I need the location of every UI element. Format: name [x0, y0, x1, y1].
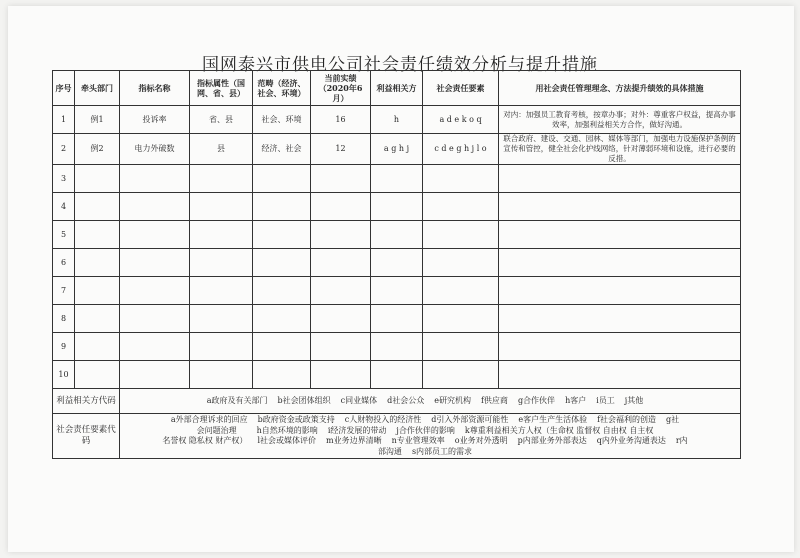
stakeholder-code: e研究机构 [434, 395, 471, 405]
element-code: d引入外部资源可能性 [431, 415, 509, 424]
column-header: 利益相关方 [371, 71, 423, 106]
cell-scope: 社会、环境 [253, 106, 311, 134]
table-row [53, 193, 741, 221]
cell-attr [190, 249, 253, 277]
cell-no: 4 [53, 193, 75, 221]
cell-no: 6 [53, 249, 75, 277]
element-code: m业务边界清晰 [326, 436, 382, 445]
cell-dept [75, 333, 120, 361]
cell-elements [423, 333, 499, 361]
column-header: 范畴（经济、社会、环境） [253, 71, 311, 106]
cell-stake [371, 221, 423, 249]
element-code-label: 社会责任要素代码 [53, 414, 120, 459]
cell-name [120, 361, 190, 389]
cell-elements [423, 193, 499, 221]
cell-value: 12 [311, 134, 371, 165]
cell-name [120, 305, 190, 333]
cell-measure: 对内：加强员工教育考核，按章办事；对外：尊重客户权益，提高办事效率，加强利益相关方合作，做好沟通。 [499, 106, 741, 134]
cell-value [311, 165, 371, 193]
cell-elements [423, 361, 499, 389]
cell-no: 10 [53, 361, 75, 389]
cell-value: 16 [311, 106, 371, 134]
cell-stake: h [371, 106, 423, 134]
element-code: c人财物投入的经济性 [344, 415, 422, 424]
element-code: p内部业务外部表达 [517, 436, 587, 445]
cell-scope [253, 221, 311, 249]
column-header: 指标属性（国网、省、县） [190, 71, 253, 106]
element-code: b政府资金或政策支持 [257, 415, 335, 424]
cell-name [120, 277, 190, 305]
cell-name: 电力外破数 [120, 134, 190, 165]
cell-attr [190, 333, 253, 361]
element-code: r内 [675, 436, 688, 445]
element-code-row [53, 414, 741, 459]
cell-value [311, 305, 371, 333]
stakeholder-code: a政府及有关部门 [206, 395, 268, 405]
column-header: 用社会责任管理理念、方法提升绩效的具体措施 [499, 71, 741, 106]
cell-name [120, 193, 190, 221]
cell-dept [75, 221, 120, 249]
cell-name: 投诉率 [120, 106, 190, 134]
cell-stake [371, 277, 423, 305]
element-code: a外部合理诉求的回应 [170, 415, 248, 424]
cell-dept [75, 305, 120, 333]
performance-table [52, 70, 741, 459]
cell-attr [190, 277, 253, 305]
cell-value [311, 249, 371, 277]
cell-value [311, 193, 371, 221]
cell-name [120, 333, 190, 361]
stakeholder-code: i员工 [596, 395, 615, 405]
cell-elements [423, 165, 499, 193]
cell-dept [75, 165, 120, 193]
element-code: 部沟通 [377, 446, 402, 456]
element-code: o业务对外透明 [454, 436, 508, 445]
cell-measure [499, 221, 741, 249]
table-row [53, 277, 741, 305]
cell-elements [423, 249, 499, 277]
cell-dept [75, 277, 120, 305]
column-header: 社会责任要素 [423, 71, 499, 106]
cell-no: 7 [53, 277, 75, 305]
cell-attr: 省、县 [190, 106, 253, 134]
element-code: s内部员工的需求 [411, 446, 473, 456]
cell-attr [190, 305, 253, 333]
element-code: e客户生产生活体验 [518, 415, 588, 424]
cell-stake [371, 193, 423, 221]
cell-elements: a d e k o q [423, 106, 499, 134]
element-code: g社 [666, 415, 680, 424]
cell-dept: 例2 [75, 134, 120, 165]
cell-dept [75, 193, 120, 221]
cell-no: 9 [53, 333, 75, 361]
stakeholder-code-list [120, 389, 741, 414]
cell-stake: a g h j [371, 134, 423, 165]
cell-no: 5 [53, 221, 75, 249]
cell-measure [499, 249, 741, 277]
cell-attr: 县 [190, 134, 253, 165]
table-header-row [53, 71, 741, 106]
cell-no: 8 [53, 305, 75, 333]
table-row [53, 134, 741, 165]
cell-name [120, 221, 190, 249]
table-row [53, 221, 741, 249]
cell-no: 1 [53, 106, 75, 134]
table-row [53, 249, 741, 277]
cell-stake [371, 361, 423, 389]
element-code: n专业管理效率 [391, 436, 445, 445]
element-code: 名誉权 隐私权 财产权） [162, 436, 248, 445]
element-code: l社会或媒体评价 [257, 436, 316, 445]
cell-value [311, 221, 371, 249]
cell-attr [190, 193, 253, 221]
stakeholder-code: b社会团体组织 [277, 395, 331, 405]
cell-scope [253, 249, 311, 277]
cell-scope: 经济、社会 [253, 134, 311, 165]
cell-scope [253, 165, 311, 193]
stakeholder-code: c同业媒体 [340, 395, 378, 405]
cell-scope [253, 361, 311, 389]
stakeholder-code: j其他 [624, 395, 644, 405]
cell-scope [253, 333, 311, 361]
table-row [53, 333, 741, 361]
cell-scope [253, 277, 311, 305]
element-code: q内外业务沟通表达 [596, 436, 666, 445]
cell-measure [499, 333, 741, 361]
stakeholder-code: d社会公众 [387, 395, 425, 405]
stakeholder-code: h客户 [565, 395, 587, 405]
cell-elements [423, 221, 499, 249]
table-row [53, 106, 741, 134]
column-header: 指标名称 [120, 71, 190, 106]
cell-measure: 联合政府、建设、交通、园林、媒体等部门，加强电力设施保护条例的宣传和管控，健全社会化护线网络，针对薄弱环境和设施，进行必要的反措。 [499, 134, 741, 165]
cell-attr [190, 361, 253, 389]
stakeholder-code-row [53, 389, 741, 414]
cell-attr [190, 165, 253, 193]
cell-elements: c d e g h j l o [423, 134, 499, 165]
table-row [53, 165, 741, 193]
column-header: 牵头部门 [75, 71, 120, 106]
cell-dept [75, 361, 120, 389]
element-code: 会问题治理 [196, 425, 237, 435]
page-title: 国网泰兴市供电公司社会责任绩效分析与提升措施 [202, 55, 598, 75]
element-code: k尊重利益相关方人权（生命权 监督权 自由权 自主权 [464, 425, 654, 435]
cell-name [120, 249, 190, 277]
cell-dept: 例1 [75, 106, 120, 134]
cell-measure [499, 305, 741, 333]
cell-scope [253, 305, 311, 333]
cell-attr [190, 221, 253, 249]
table-row [53, 305, 741, 333]
stakeholder-code: g合作伙伴 [517, 395, 556, 405]
cell-measure [499, 361, 741, 389]
element-code-list [120, 414, 741, 459]
cell-scope [253, 193, 311, 221]
element-code: h自然环境的影响 [256, 425, 318, 435]
table-row [53, 361, 741, 389]
cell-dept [75, 249, 120, 277]
element-code: i经济发展的带动 [327, 425, 387, 435]
cell-elements [423, 277, 499, 305]
cell-stake [371, 333, 423, 361]
cell-stake [371, 305, 423, 333]
cell-stake [371, 249, 423, 277]
cell-value [311, 361, 371, 389]
cell-elements [423, 305, 499, 333]
cell-measure [499, 165, 741, 193]
cell-name [120, 165, 190, 193]
cell-measure [499, 193, 741, 221]
cell-value [311, 277, 371, 305]
cell-no: 3 [53, 165, 75, 193]
cell-value [311, 333, 371, 361]
cell-stake [371, 165, 423, 193]
stakeholder-code-label: 利益相关方代码 [53, 389, 120, 414]
cell-no: 2 [53, 134, 75, 165]
stakeholder-code: f供应商 [480, 395, 508, 405]
element-code: f社会福利的创造 [597, 415, 657, 424]
column-header: 当前实绩（2020年6月） [311, 71, 371, 106]
cell-measure [499, 277, 741, 305]
element-code: j合作伙伴的影响 [396, 425, 455, 435]
column-header: 序号 [53, 71, 75, 106]
